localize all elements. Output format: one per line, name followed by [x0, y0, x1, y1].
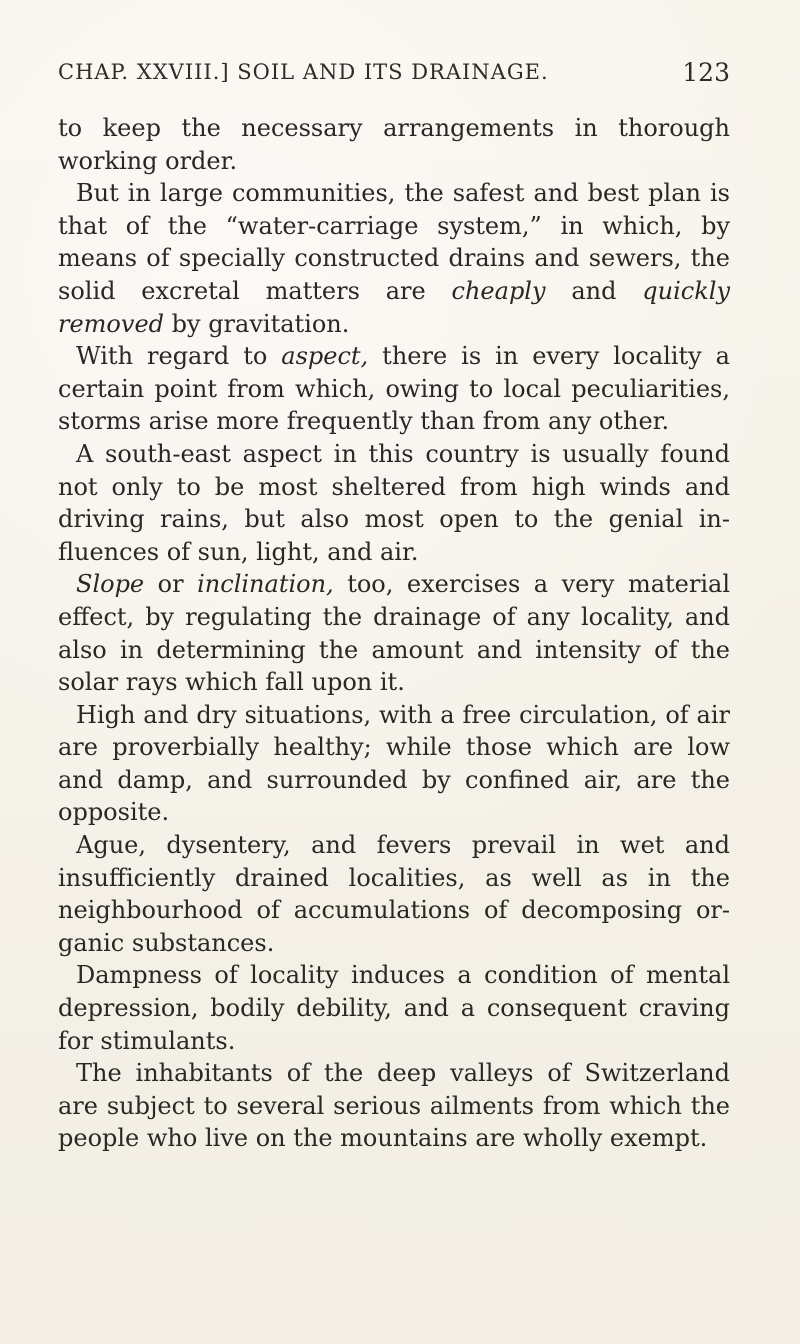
running-head: CHAP. XXVIII.] SOIL AND ITS DRAINAGE. — [58, 60, 549, 84]
paragraph-5 — [58, 568, 730, 698]
paragraph-5-text-a: or — [144, 570, 198, 599]
paragraph-4 — [58, 438, 730, 568]
paragraph-8-text: Dampness of locality induces a condition of mental depression, bodily debility, and a consequent craving for stimulants. — [58, 961, 730, 1055]
paragraph-1-text: to keep the necessary arrangements in thorough working order. — [58, 114, 730, 175]
paragraph-9-text: The inhabitants of the deep valleys of Switzerland are subject to several serious ailments from which the people who live on the mountains are wholly exempt. — [58, 1059, 730, 1153]
paragraph-2-text-c: by gravitation. — [164, 309, 350, 338]
paragraph-7-text: Ague, dysentery, and fevers prevail in wet and insufficiently drained localities, as well as in the neighbourhood of accumulations of decomposing or-ganic substances. — [58, 831, 730, 957]
paragraph-5-text-b: too, exercises a very material effect, by regulating the drainage of any locality, and also in determining the amount and intensity of the solar rays which fall upon it. — [58, 570, 730, 697]
page-content — [58, 112, 730, 1155]
paragraph-3-text-b: there is in every locality a certain point from which, owing to local peculiarities, storms arise more frequently than from any other. — [58, 342, 730, 436]
paragraph-3-text-a: With regard to — [76, 342, 282, 371]
paragraph-8 — [58, 959, 730, 1057]
paragraph-1 — [58, 112, 730, 177]
paragraph-2 — [58, 177, 730, 340]
page-number: 123 — [682, 58, 730, 87]
paragraph-2-text-b: and — [545, 276, 643, 305]
paragraph-5-italic-inclination: inclination, — [197, 570, 334, 599]
paragraph-6-text: High and dry situations, with a free circulation, of air are proverbially healthy; while those which are low and damp, and surrounded by confined air, are the opposite. — [58, 700, 730, 827]
paragraph-6 — [58, 699, 730, 829]
paragraph-2-italic-quickly-removed: quickly removed — [58, 276, 731, 338]
paragraph-4-text: A south-east aspect in this country is usually found not only to be most sheltered from high winds and driving rains, but also most open to the genial in-fluences of sun, light, and air. — [58, 439, 730, 566]
paragraph-3-italic-aspect: aspect, — [281, 342, 369, 371]
paragraph-7 — [58, 829, 730, 959]
page-header — [58, 60, 730, 100]
paragraph-5-italic-slope: Slope — [76, 570, 145, 599]
paragraph-3 — [58, 340, 730, 438]
paragraph-2-text-a: But in large communities, the safest and best plan is that of the “water-carriage system,” in which, by means of specially constructed drains and sewers, the solid excretal matters are — [58, 179, 730, 305]
paragraph-9 — [58, 1057, 730, 1155]
paragraph-2-italic-cheaply: cheaply — [451, 276, 546, 305]
